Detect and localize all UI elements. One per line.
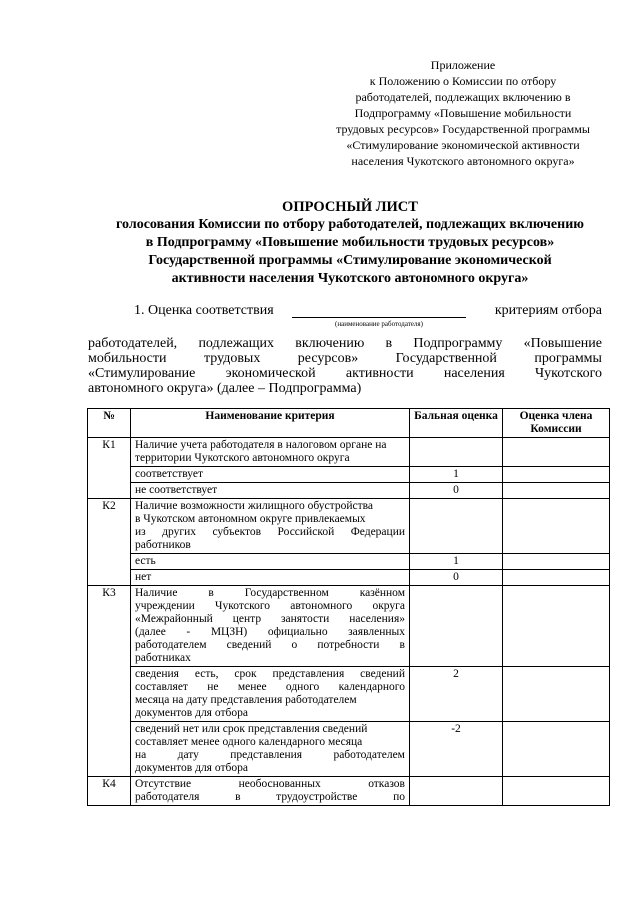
text-line: документов для отбора bbox=[135, 707, 248, 719]
criterion-name bbox=[131, 499, 410, 554]
criterion-option: соответствует bbox=[131, 467, 410, 483]
word: Государственной bbox=[395, 351, 497, 366]
criterion-code: К4 bbox=[88, 777, 131, 806]
appendix-line: к Положению о Комиссии по отбору bbox=[369, 74, 557, 88]
text-line: месяца на дату представления работодателем bbox=[135, 694, 357, 706]
score-cell: 0 bbox=[410, 570, 503, 586]
table-row bbox=[88, 570, 610, 586]
word: есть, bbox=[194, 668, 219, 680]
word: работодателей, bbox=[88, 336, 178, 351]
word: населения bbox=[443, 366, 505, 381]
word: Российской bbox=[277, 526, 335, 538]
text-line: работников bbox=[135, 539, 191, 551]
table-row bbox=[88, 554, 610, 570]
word: в bbox=[235, 791, 241, 803]
score-cell: -2 bbox=[410, 722, 503, 777]
word: в bbox=[399, 639, 405, 651]
appendix-line: трудовых ресурсов» Государственной программы bbox=[336, 122, 590, 136]
word: занятости bbox=[280, 613, 330, 625]
text-line bbox=[135, 791, 405, 804]
text-line bbox=[135, 749, 405, 762]
intro-line-3 bbox=[88, 351, 602, 366]
score-cell bbox=[410, 438, 503, 467]
word: потребности bbox=[317, 639, 380, 651]
word: других bbox=[162, 526, 196, 538]
employer-name-blank[interactable] bbox=[292, 317, 466, 318]
title-line: в Подпрограмму «Повышение мобильности трудовых ресурсов» bbox=[145, 235, 555, 250]
word: срок bbox=[234, 668, 257, 680]
evaluation-cell[interactable] bbox=[503, 586, 610, 667]
word: из bbox=[135, 526, 146, 538]
word: работодателя bbox=[135, 791, 200, 803]
word: составляет bbox=[135, 681, 188, 693]
intro-line-2 bbox=[88, 336, 602, 351]
word: о bbox=[291, 639, 298, 651]
text-line bbox=[135, 681, 405, 694]
table-header-row bbox=[88, 409, 610, 438]
score-cell: 1 bbox=[410, 554, 503, 570]
appendix-line: населения Чукотского автономного округа» bbox=[351, 154, 575, 168]
text-line: документов для отбора bbox=[135, 762, 248, 774]
word: округа bbox=[372, 600, 405, 612]
intro-line-5: автономного округа» (далее – Подпрограмма) bbox=[88, 381, 362, 396]
intro-line-1 bbox=[88, 303, 602, 336]
text-line bbox=[135, 626, 405, 639]
criterion-option: есть bbox=[131, 554, 410, 570]
text-line bbox=[135, 639, 405, 652]
word: представления bbox=[272, 668, 345, 680]
word: Чукотского bbox=[535, 366, 602, 381]
criterion-code: К2 bbox=[88, 499, 131, 586]
header-score: Бальная оценка bbox=[410, 409, 503, 438]
text-line bbox=[135, 613, 405, 626]
title-line: активности населения Чукотского автономного округа» bbox=[171, 271, 529, 286]
text-line bbox=[135, 526, 405, 539]
word: подлежащих bbox=[198, 336, 275, 351]
word: отказов bbox=[368, 778, 405, 790]
text-line: в Чукотском автономном округе привлекаемых bbox=[135, 513, 366, 525]
header-criterion-name: Наименование критерия bbox=[131, 409, 410, 438]
word: МЦЗН) bbox=[210, 626, 248, 638]
word: работодателем bbox=[135, 639, 207, 651]
word: календарного bbox=[338, 681, 405, 693]
evaluation-cell[interactable] bbox=[503, 722, 610, 777]
word: субъектов bbox=[212, 526, 262, 538]
document-title bbox=[70, 198, 630, 288]
word: сведений bbox=[226, 639, 272, 651]
evaluation-cell[interactable] bbox=[503, 777, 610, 806]
intro-lead-text: 1. Оценка соответствия bbox=[134, 303, 274, 318]
score-cell bbox=[410, 586, 503, 667]
table-row bbox=[88, 586, 610, 667]
appendix-line: «Стимулирование экономической активности bbox=[346, 138, 580, 152]
appendix-line: работодателей, подлежащих включению в bbox=[355, 90, 571, 104]
word: представления bbox=[230, 749, 303, 761]
word: учреждении bbox=[135, 600, 195, 612]
text-line bbox=[135, 778, 405, 791]
word: населения» bbox=[349, 613, 405, 625]
word: автономного bbox=[290, 600, 353, 612]
title-line: голосования Комиссии по отбору работодателей, подлежащих включению bbox=[116, 217, 584, 232]
criterion-option: не соответствует bbox=[131, 483, 410, 499]
word: ресурсов» bbox=[297, 351, 359, 366]
word: заявленных bbox=[348, 626, 405, 638]
word: Подпрограмму bbox=[413, 336, 503, 351]
word: по bbox=[393, 791, 405, 803]
word: Чукотского bbox=[215, 600, 271, 612]
intro-after-blank: критериям отбора bbox=[494, 303, 602, 318]
text-line bbox=[135, 587, 405, 600]
text-line: составляет менее одного календарного месяца bbox=[135, 736, 363, 748]
word: дату bbox=[177, 749, 199, 761]
criterion-name bbox=[131, 777, 410, 806]
word: Федерации bbox=[350, 526, 405, 538]
evaluation-cell[interactable] bbox=[503, 499, 610, 554]
word: трудовых bbox=[203, 351, 261, 366]
word: сведений bbox=[360, 668, 405, 680]
word: работодателем bbox=[333, 749, 405, 761]
word: трудоустройстве bbox=[276, 791, 358, 803]
table-row bbox=[88, 499, 610, 554]
header-member-evaluation: Оценка члена Комиссии bbox=[503, 409, 610, 438]
criterion-code: К1 bbox=[88, 438, 131, 499]
table-row bbox=[88, 467, 610, 483]
criterion-code: К3 bbox=[88, 586, 131, 777]
criterion-name bbox=[131, 586, 410, 667]
header-number: № bbox=[88, 409, 131, 438]
word: экономической bbox=[225, 366, 316, 381]
table-row bbox=[88, 483, 610, 499]
evaluation-cell[interactable] bbox=[503, 554, 610, 570]
word: центр bbox=[232, 613, 262, 625]
word: мобильности bbox=[88, 351, 167, 366]
evaluation-cell[interactable] bbox=[503, 467, 610, 483]
appendix-line: Подпрограмму «Повышение мобильности bbox=[354, 106, 572, 120]
word: «Межрайонный bbox=[135, 613, 213, 625]
table-row bbox=[88, 722, 610, 777]
word: (далее bbox=[135, 626, 166, 638]
evaluation-cell[interactable] bbox=[503, 570, 610, 586]
intro-line-4 bbox=[88, 366, 602, 381]
score-cell bbox=[410, 499, 503, 554]
score-cell: 1 bbox=[410, 467, 503, 483]
text-line bbox=[135, 600, 405, 613]
score-cell: 2 bbox=[410, 667, 503, 722]
text-line: Наличие возможности жилищного обустройства bbox=[135, 500, 373, 512]
word: необоснованных bbox=[238, 778, 321, 790]
word: в bbox=[385, 336, 393, 351]
evaluation-cell[interactable] bbox=[503, 483, 610, 499]
word: на bbox=[135, 749, 147, 761]
word: менее bbox=[237, 681, 267, 693]
word: официально bbox=[267, 626, 328, 638]
table-row bbox=[88, 667, 610, 722]
word: в bbox=[208, 587, 214, 599]
word: «Повышение bbox=[523, 336, 602, 351]
text-line bbox=[135, 668, 405, 681]
criterion-option: нет bbox=[131, 570, 410, 586]
word: - bbox=[186, 626, 191, 638]
word: программы bbox=[534, 351, 602, 366]
score-cell: 0 bbox=[410, 483, 503, 499]
score-cell bbox=[410, 777, 503, 806]
intro-paragraph bbox=[88, 303, 602, 396]
word: Государственном bbox=[244, 587, 329, 599]
word: казённом bbox=[359, 587, 405, 599]
criterion-option bbox=[131, 722, 410, 777]
word: одного bbox=[285, 681, 320, 693]
text-line: работниках bbox=[135, 652, 191, 664]
appendix-line: Приложение bbox=[430, 58, 496, 72]
word: активности bbox=[345, 366, 414, 381]
word: Наличие bbox=[135, 587, 178, 599]
table-row bbox=[88, 777, 610, 806]
criterion-option bbox=[131, 667, 410, 722]
appendix-block bbox=[318, 57, 608, 169]
table-row bbox=[88, 438, 610, 467]
word: не bbox=[207, 681, 219, 693]
evaluation-cell[interactable] bbox=[503, 667, 610, 722]
criterion-name: Наличие учета работодателя в налоговом органе на территории Чукотского автономного округа bbox=[131, 438, 410, 467]
word: сведения bbox=[135, 668, 179, 680]
criteria-table bbox=[87, 408, 610, 806]
word: Отсутствие bbox=[135, 778, 192, 790]
title-line: Государственной программы «Стимулирование экономической bbox=[148, 253, 552, 268]
word: «Стимулирование bbox=[88, 366, 196, 381]
text-line: сведений нет или срок представления сведений bbox=[135, 723, 368, 735]
evaluation-cell[interactable] bbox=[503, 438, 610, 467]
title-heading: ОПРОСНЫЙ ЛИСТ bbox=[282, 199, 418, 215]
employer-name-hint: (наименование работодателя) bbox=[335, 320, 423, 328]
word: включению bbox=[295, 336, 365, 351]
